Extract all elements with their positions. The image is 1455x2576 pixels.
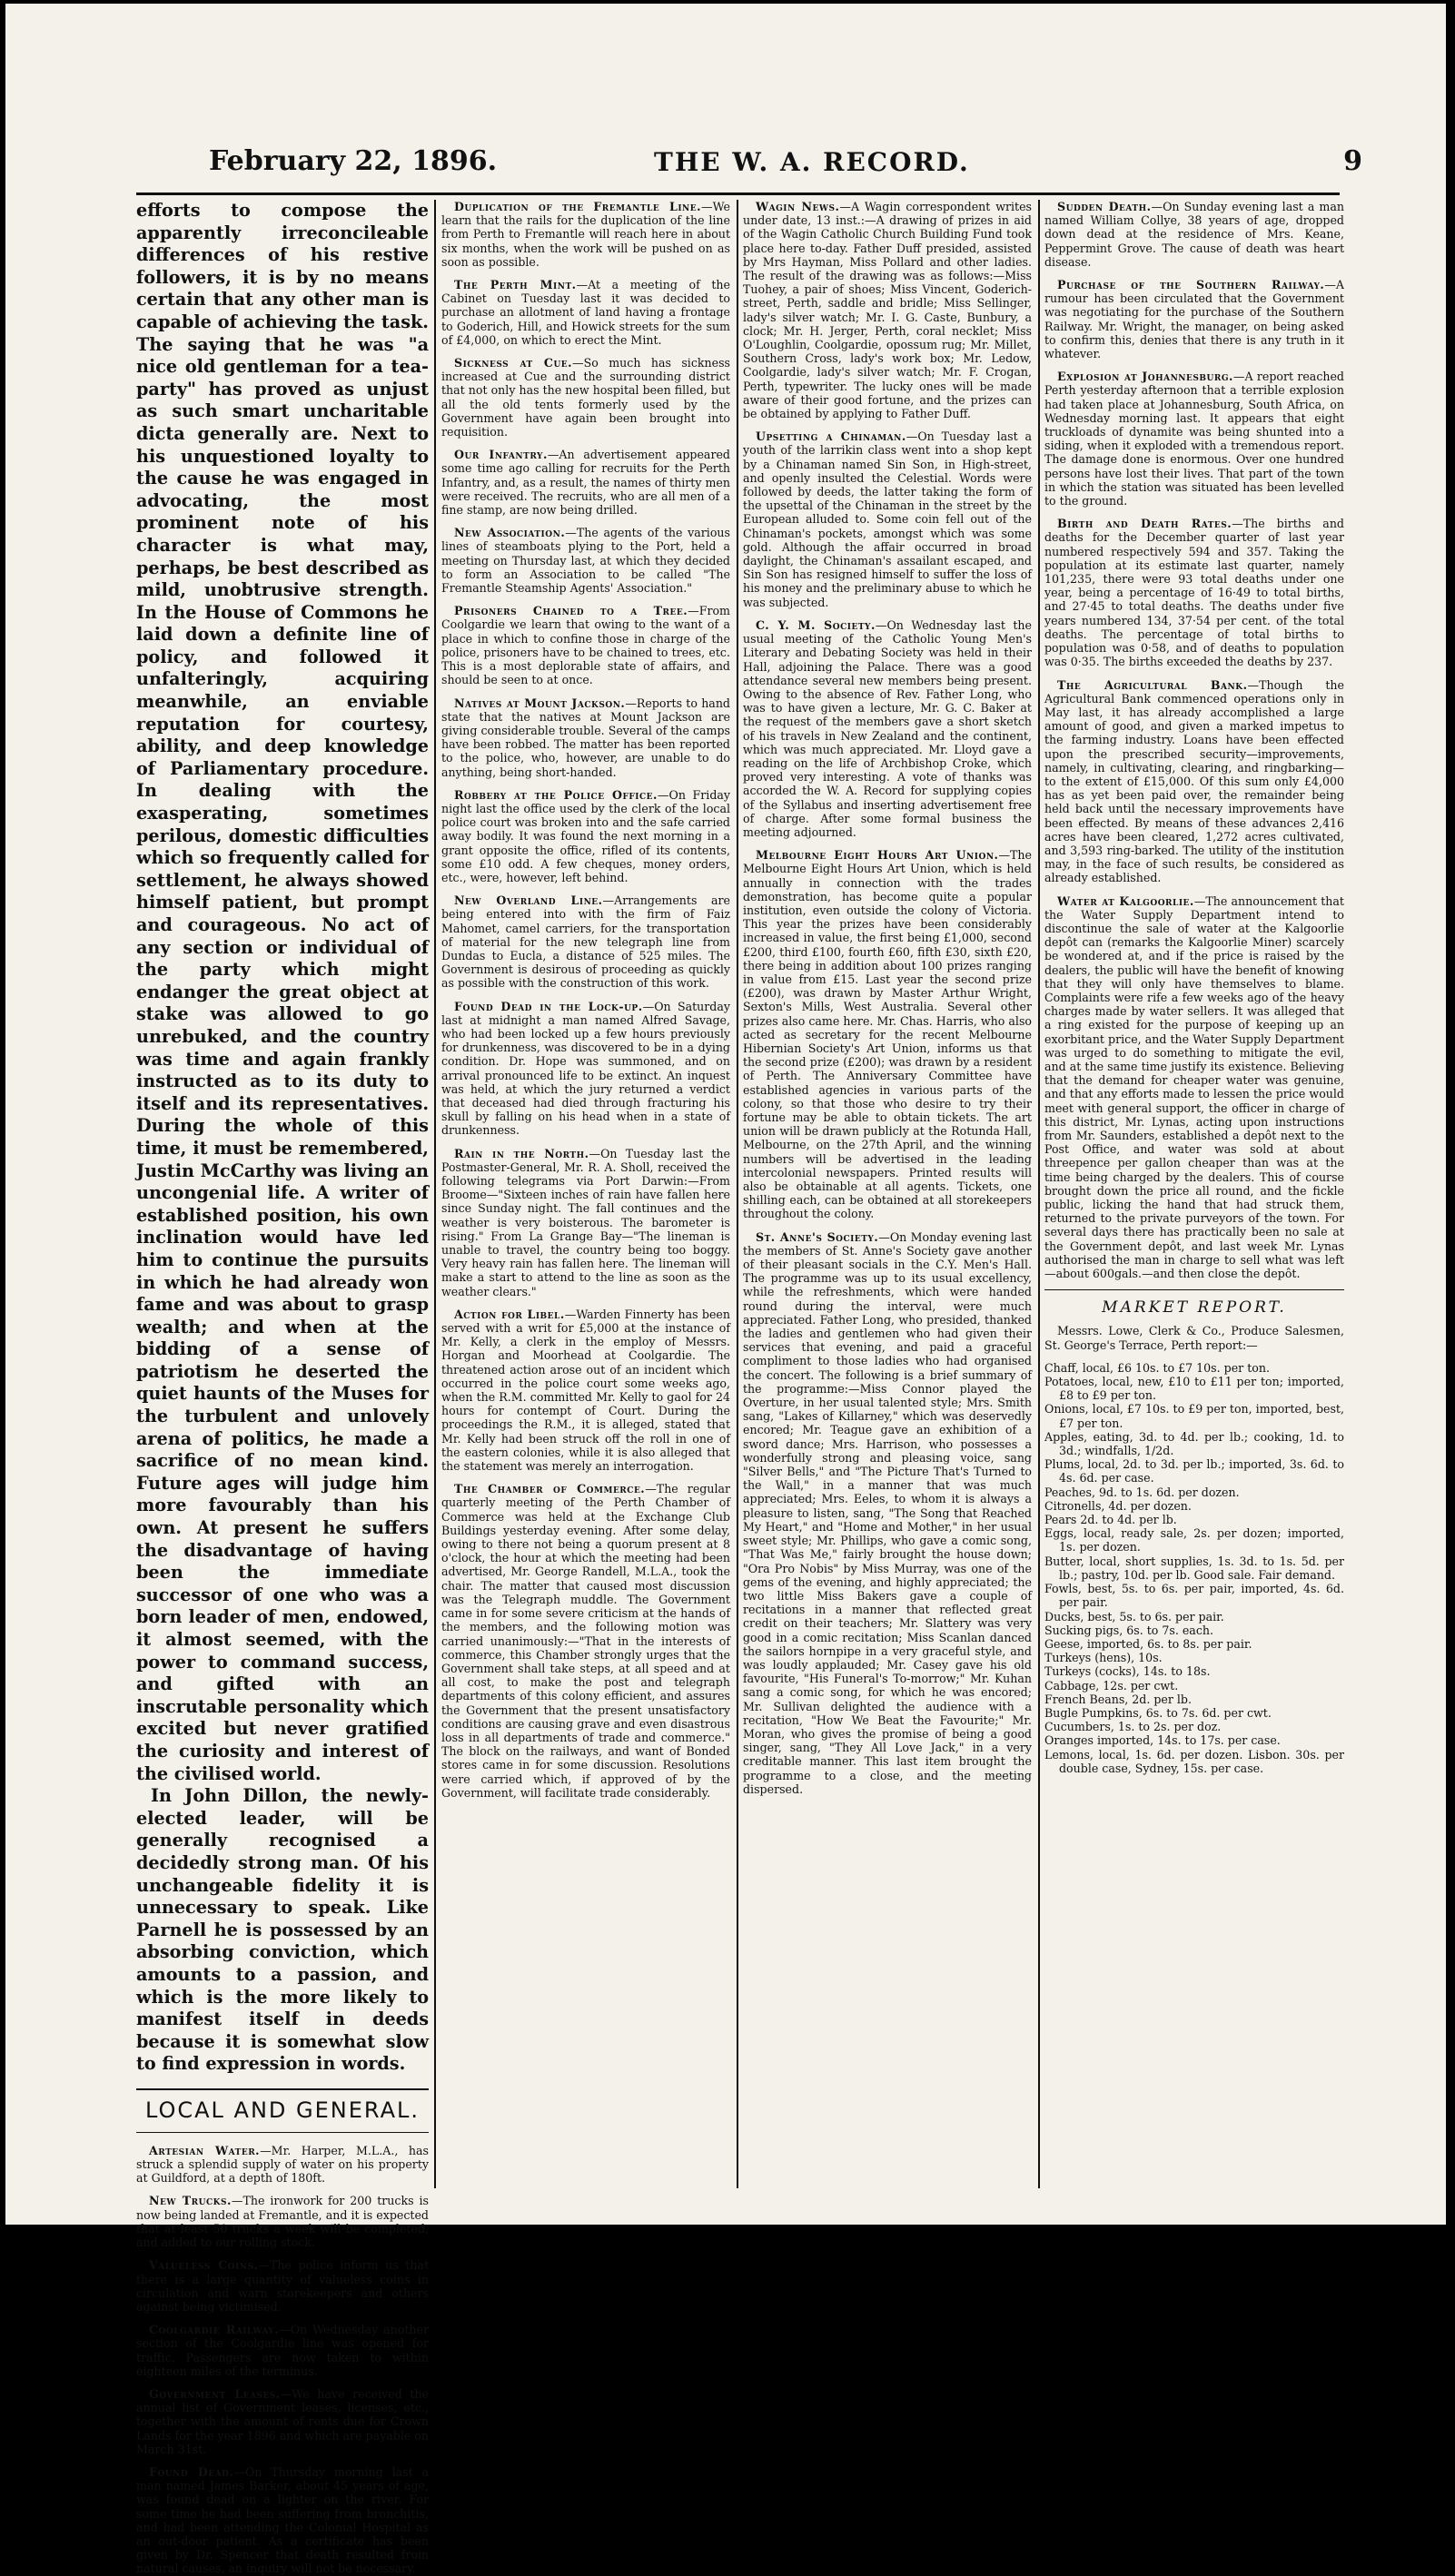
news-item <box>441 788 730 884</box>
column-4 <box>1044 200 1344 2188</box>
news-body: —We have received the annual list of Government leases, licenses, etc., together with the amount of rents due for Crown Lands for the year 1896 and which are payable on March 31st. <box>136 2386 429 2456</box>
market-price-line: Fowls, best, 5s. to 6s. per pair, imported, 4s. 6d. per pair. <box>1044 1582 1344 1610</box>
news-heading: Artesian Water. <box>149 2143 261 2157</box>
news-heading: Birth and Death Rates. <box>1057 517 1232 531</box>
market-price-line: Lemons, local, 1s. 6d. per dozen. Lisbon. 30s. per double case, Sydney, 15s. per case. <box>1044 1747 1344 1775</box>
news-item <box>1044 278 1344 360</box>
news-heading: Water at Kalgoorlie. <box>1057 893 1194 908</box>
market-price-line: Citronells, 4d. per dozen. <box>1044 1498 1192 1513</box>
news-body: —On Wednesday last the usual meeting of the Catholic Young Men's Literary and Debating Society was held in their Hall, adjoining the Palace. There was a good attendance several new members being present. Owing to the absence of Rev. Father Long, who was to have given a lecture, Mr. G. C. Baker at the request of the members gave a short sketch of his travels in New Zealand and the continent, which was much appreciated. Mr. Lloyd gave a reading on the life of Archbishop Croke, which proved very interesting. A vote of thanks was accorded the W. A. Record for supplying copies of the Syllabus and inserting advertisement free of charge. After some formal business the meeting adjourned. <box>743 617 1032 839</box>
news-heading: Sudden Death. <box>1057 200 1152 213</box>
market-price-line: French Beans, 2d. per lb. <box>1044 1692 1192 1706</box>
news-item <box>441 696 730 779</box>
news-body: —On Tuesday last a youth of the larrikin class went into a shop kept by a Chinaman named Sin Son, in High-street, and openly insulted the Celestial. Words were followed by deeds, the latter taking the form of the upsettal of the Chinaman in the street by the European alluded to. Some coin fell out of the Chinaman's pockets, amongst which was some gold. Although the affair occurred in broad daylight, the Chinaman's assailant escaped, and Sin Son has resigned himself to suffer the loss of his money and the preliminary abuse to which he was subjected. <box>743 429 1032 609</box>
news-body: —On Friday night last the office used by the clerk of the local police court was broken into and the safe carried away bodily. It was found the next morning in a grant opposite the office, rifled of its contents, some £10 odd. A few cheques, money orders, etc., were, however, left behind. <box>441 787 731 884</box>
market-price-line: Pears 2d. to 4d. per lb. <box>1044 1513 1177 1527</box>
page-number: 9 <box>1343 145 1362 177</box>
news-body: —At a meeting of the Cabinet on Tuesday last it was decided to purchase an allotment of land having a frontage to Goderich, Hill, and Howick streets for the sum of £4,000, on which to erect the Mint. <box>441 278 730 347</box>
news-heading: Sickness at Cue. <box>454 356 573 370</box>
news-heading: St. Anne's Society. <box>756 1229 879 1244</box>
news-body: —Though the Agricultural Bank commenced operations only in May last, it has already accomplished a large amount of good, and given a marked impetus to the farming industry. Loans have been effected upon the prescribed security—improvements, namely, in cultivating, clearing, and ringbarking—to the extent of £15,000. Of this sum only £4,000 has as yet been paid over, the remainder being held back until the necessary improvements have been effected. By means of these advances 2,416 acres have been cleared, 1,272 acres cultivated, and 3,593 ring-barked. The utility of the institution may, in the face of such results, be considered as already established. <box>1044 677 1344 885</box>
news-item <box>441 448 730 517</box>
news-item <box>743 1230 1032 1796</box>
news-item <box>136 2323 429 2378</box>
masthead: THE W. A. RECORD. <box>654 147 970 177</box>
leader-paragraph: In John Dillon, the newly-elected leader, will be generally recognised a decidedly strong man. Of his unchangeable fidelity it is unnecessary to speak. Like Parnell he is possessed by an absorbing conviction, which amounts to a passion, and which is the more likely to manifest itself in deeds because it is somewhat slow to find expression in words. <box>136 1785 429 2075</box>
news-item <box>1044 517 1344 668</box>
news-heading: The Perth Mint. <box>454 278 577 292</box>
market-price-line: Sucking pigs, 6s. to 7s. each. <box>1044 1623 1213 1637</box>
news-heading: The Agricultural Bank. <box>1057 677 1248 692</box>
news-body: —On Wednesday another section of the Coolgardie line was opened for traffic. Passengers are now taken to within eighteen miles of the terminus. <box>136 2323 429 2378</box>
news-item <box>136 2465 429 2576</box>
news-body: —The births and deaths for the December quarter of last year numbered respectively 594 and 357. Taking the population at its estimate last quarter, namely 101,235, there were 93 total deaths under one year, being a percentage of 16·49 to total births, and 27·45 to total deaths. The deaths under five years numbered 134, 37·54 per cent. of the total deaths. The percentage of total births to population was 0·58, and of deaths to population was 0·35. The births exceeded the deaths by 237. <box>1044 517 1344 669</box>
news-item <box>441 1147 730 1298</box>
news-item <box>136 2194 429 2249</box>
market-price-line: Turkeys (hens), 10s. <box>1044 1651 1163 1665</box>
header-rule <box>136 192 1340 195</box>
news-body: —An advertisement appeared some time ago calling for recruits for the Perth Infantry, and, as a result, the names of thirty men were received. The recruits, who are all men of a fine stamp, are now being drilled. <box>441 448 730 518</box>
market-price-line: Onions, local, £7 10s. to £9 per ton, imported, best, £7 per ton. <box>1044 1402 1344 1430</box>
news-item <box>136 2144 429 2186</box>
news-item <box>441 526 730 595</box>
market-price-line: Eggs, local, ready sale, 2s. per dozen; imported, 1s. per dozen. <box>1044 1526 1344 1554</box>
news-item <box>441 1000 730 1138</box>
news-item <box>441 1308 730 1473</box>
news-item <box>1044 894 1344 1281</box>
news-body: —On Thursday morning last a man named James Barker, about 45 years of age, was found dead on a lighter on the river. For some time he had been suffering from bronchitis, and had been attending the Colonial Hospital as an out-door patient. As a certificate has been given by Dr. Spencer that death resulted from natural causes, an inquiry will not be necessary. <box>136 2464 430 2576</box>
news-body: —Mr. Harper, M.L.A., has struck a splendid supply of water on his property at Guildford, at a depth of 180ft. <box>136 2143 429 2186</box>
news-heading: Melbourne Eight Hours Art Union. <box>756 848 999 863</box>
news-body: —On Saturday last at midnight a man named Alfred Savage, who had been locked up a few hours previously for drunkenness, was discovered to be in a dying condition. Dr. Hope was summoned, and on arrival pronounced life to be extinct. An inquest was held, at which the jury returned a verdict that deceased had died through fracturing his skull by falling on his head when in a state of drunkenness. <box>441 999 730 1138</box>
news-body: —Reports to hand state that the natives at Mount Jackson are giving considerable trouble. Several of the camps have been robbed. The matter has been reported to the police, who, however, are unable to do anything, being short-handed. <box>441 696 730 779</box>
news-heading: Duplication of the Fremantle Line. <box>454 200 702 213</box>
news-item <box>1044 200 1344 269</box>
news-body: —The announcement that the Water Supply Department intend to discontinue the sale of water at the Kalgoorlie depôt can (remarks the Kalgoorlie Miner) scarcely be wondered at, and if the price is raised by the dealers, the public will have the benefit of knowing that they will only have themselves to blame. Complaints were rife a few weeks ago of the heavy charges made by water sellers. It was alleged that a ring existed for the purpose of keeping up an exorbitant price, and the Water Supply Department was urged to do something to mitigate the evil, and at the same time justify its existence. Believing that the demand for cheaper water was genuine, and that any efforts made to lessen the price would meet with general support, the officer in charge of this district, Mr. Lynas, acting upon instructions from Mr. Saunders, established a depôt next to the Post Office, and water was sold at about threepence per gallon cheaper than was at the time being charged by the dealers. This of course brought down the price all round, and the fickle public, licking the hand that had struck them, returned to the private purveyors of the town. For several days there has practically been no sale at the Government depôt, and last week Mr. Lynas authorised the man in charge to sell what was left—about 600gals.—and then close the depôt. <box>1044 893 1344 1281</box>
column-divider <box>1038 200 1040 2188</box>
news-item <box>441 278 730 347</box>
news-heading: Upsetting a Chinaman. <box>756 429 906 444</box>
market-price-line: Chaff, local, £6 10s. to £7 10s. per ton. <box>1044 1360 1270 1375</box>
news-body: —A report reached Perth yesterday afternoon that a terrible explosion had taken place at Johannesburg, South Africa, on Wednesday morning last. It appears that eight truckloads of dynamite was being shunted into a siding, when it exploded with a tremendous report. The damage done is enormous. Over one hundred persons have lost their lives. That part of the town in which the station was situated has been levelled to the ground. <box>1044 370 1344 508</box>
news-item <box>441 200 730 269</box>
news-item <box>441 356 730 439</box>
section-title: LOCAL AND GENERAL. <box>144 2097 421 2123</box>
news-body: —On Tuesday last the Postmaster-General, Mr. R. A. Sholl, received the following telegrams via Port Darwin:—From Broome—"Sixteen inches of rain have fallen here since Sunday night. The fall continues and the weather is very boisterous. The barometer is rising." From La Grange Bay—"The lineman is unable to travel, the country being too boggy. Very heavy rain has fallen here. The lineman will make a start to attend to the line as soon as the weather clears." <box>441 1146 730 1298</box>
news-body: —A Wagin correspondent writes under date, 13 inst.:—A drawing of prizes in aid of the Wagin Catholic Church Building Fund took place here to-day. Father Duff presided, assisted by Mrs Hayman, Miss Pollard and other ladies. The result of the drawing was as follows:—Miss Tuohey, a pair of shoes; Miss Vincent, Goderich-street, Perth, saddle and bridle; Miss Sellinger, lady's silver watch; Mr. I. G. Caste, Bunbury, a clock; Mr. H. Jerger, Perth, coral necklet; Miss O'Loughlin, Coolgardie, opossum rug; Mr. Millet, Southern Cross, lady's work box; Mr. Ledow, Coolgardie, lady's silver watch; Mr. F. Crogan, Perth, typewriter. The lucky ones will be made aware of their good fortune, and the prizes can be obtained by applying to Father Duff. <box>743 200 1033 421</box>
market-price-line: Bugle Pumpkins, 6s. to 7s. 6d. per cwt. <box>1044 1705 1272 1720</box>
news-heading: Found Dead in the Lock-up. <box>454 999 643 1013</box>
news-body: —Warden Finnerty has been served with a writ for £5,000 at the instance of Mr. Kelly, a clerk in the employ of Messrs. Horgan and Moorhead at Coolgardie. The threatened action arose out of an incident which occurred in the police court some weeks ago, when the R.M. committed Mr. Kelly to gaol for 24 hours for contempt of Court. During the proceedings the R.M., it is alleged, stated that Mr. Kelly had been struck off the roll in one of the eastern colonies, while it is also alleged that the statement was merely an interrogation. <box>441 1307 730 1474</box>
issue-date: February 22, 1896. <box>209 145 498 177</box>
leader-article <box>136 200 429 2076</box>
market-price-line: Plums, local, 2d. to 3d. per lb.; imported, 3s. 6d. to 4s. 6d. per case. <box>1044 1457 1344 1485</box>
news-body: —On Sunday evening last a man named William Collye, 38 years of age, dropped down dead at the residence of Mrs. Keane, Peppermint Grove. The cause of death was heart disease. <box>1044 200 1344 269</box>
news-item <box>1044 370 1344 508</box>
news-body: —So much has sickness increased at Cue and the surrounding district that not only has the new hospital been filled, but all the old tents formerly used by the Government have again been brought into requisition. <box>441 356 730 439</box>
news-heading: Valueless Coins. <box>149 2258 259 2273</box>
news-item <box>743 848 1032 1220</box>
news-body: —The Melbourne Eight Hours Art Union, which is held annually in connection with the trades demonstration, has become quite a popular institution, even outside the colony of Victoria. This year the prizes have been considerably increased in value, the first being £1,000, second £200, third £100, fourth £60, fifth £30, sixth £20, there being in addition about 100 prizes ranging in value from £15. Last year the second prize (£200), was drawn by Master Arthur Wright, Sexton's Mills, West Australia. Several other prizes also came here. Mr. Chas. Harris, who also acted as secretary for the recent Melbourne Hibernian Society's Art Union, informs us that the second prize (£200); was drawn by a resident of Perth. The Anniversary Committee have established agencies in various parts of the colony, so that those who desire to try their fortune may be able to obtain tickets. The art union will be drawn publicly at the Rotunda Hall, Melbourne, on the 27th April, and the winning numbers will be advertised in the leading intercolonial newspapers. Printed results will also be obtainable at all agents. Tickets, one shilling each, can be obtained at all storekeepers throughout the colony. <box>743 848 1032 1221</box>
news-body: —A rumour has been circulated that the Government was negotiating for the purchase of the Southern Railway. Mr. Wright, the manager, on being asked to confirm this, denies that there is any truth in it whatever. <box>1044 278 1344 361</box>
news-heading: Found Dead. <box>149 2464 234 2479</box>
market-price-line: Apples, eating, 3d. to 4d. per lb.; cooking, 1d. to 3d.; windfalls, 1/2d. <box>1044 1429 1344 1458</box>
news-body: —From Coolgardie we learn that owing to the want of a place in which to confine those in charge of the police, prisoners have to be chained to trees, etc. This is a most deplorable state of affairs, and should be seen to at once. <box>441 604 730 687</box>
news-heading: The Chamber of Commerce. <box>454 1482 646 1496</box>
news-heading: Explosion at Johannesburg. <box>1057 370 1233 384</box>
news-heading: Action for Libel. <box>454 1307 565 1321</box>
news-body: —The police inform us that there is a large quantity of valueless coins in circulation and warn storekeepers and others against being victimised. <box>136 2258 430 2314</box>
news-heading: Our Infantry. <box>454 448 548 462</box>
news-item <box>441 1482 730 1800</box>
market-price-line: Potatoes, local, new, £10 to £11 per ton; imported, £8 to £9 per ton. <box>1044 1375 1344 1403</box>
section-underline <box>136 2132 429 2133</box>
news-item <box>136 2387 429 2456</box>
column-1 <box>136 200 430 2576</box>
news-item <box>743 429 1032 609</box>
column-2 <box>441 200 730 2188</box>
page-header <box>136 145 1371 185</box>
section-rule <box>136 2088 429 2090</box>
market-price-line: Oranges imported, 14s. to 17s. per case. <box>1044 1733 1281 1748</box>
market-price-line: Geese, imported, 6s. to 8s. per pair. <box>1044 1636 1252 1651</box>
news-heading: Purchase of the Southern Railway. <box>1057 278 1325 292</box>
news-item <box>743 200 1032 420</box>
news-body: —The agents of the various lines of steamboats plying to the Port, held a meeting on Thursday last, at which they decided to form an Association to be called "The Fremantle Steamship Agents' Association." <box>441 526 730 596</box>
news-heading: Rain in the North. <box>454 1146 589 1160</box>
news-heading: C. Y. M. Society. <box>756 617 876 632</box>
market-price-line: Cucumbers, 1s. to 2s. per doz. <box>1044 1720 1222 1734</box>
news-heading: Natives at Mount Jackson. <box>454 696 626 710</box>
column-divider <box>737 200 738 2188</box>
news-body: —Arrangements are being entered into with the firm of Faiz Mahomet, camel carriers, for the transportation of material for the new telegraph line from Dundas to Eucla, a distance of 525 miles. The Government is desirous of proceeding as quickly as possible with the construction of this work. <box>441 893 730 991</box>
market-price-line: Butter, local, short supplies, 1s. 3d. to 1s. 5d. per lb.; pastry, 10d. per lb. Good sale. Fair demand. <box>1044 1554 1344 1582</box>
news-heading: Wagin News. <box>756 200 840 213</box>
news-heading: Prisoners Chained to a Tree. <box>454 604 688 618</box>
news-body: —We learn that the rails for the duplication of the line from Perth to Fremantle will reach here in about six months, when the work will be pushed on as soon as possible. <box>441 200 730 269</box>
market-price-line: Ducks, best, 5s. to 6s. per pair. <box>1044 1609 1224 1624</box>
leader-paragraph: efforts to compose the apparently irreconcileable differences of his restive followers, it is by no means certain that any other man is capable of achieving the task. The saying that he was "a nice old gentleman for a tea-party" has proved as unjust as such smart uncharitable dicta generally are. Next to his unquestioned loyalty to the cause he was engaged in advocating, the most prominent note of his character is what may, perhaps, be best described as mild, unobtrusive strength. In the House of Commons he laid down a definite line of policy, and followed it unfalteringly, acquiring meanwhile, an enviable reputation for courtesy, ability, and deep knowledge of Parliamentary procedure. In dealing with the exasperating, sometimes perilous, domestic difficulties which so frequently called for settlement, he always showed himself patient, but prompt and courageous. No act of any section or individual of the party which might endanger the great object at stake was allowed to go unrebuked, and the country was time and again frankly instructed as to its duty to itself and its representatives. During the whole of this time, it must be remembered, Justin McCarthy was living an uncongenial life. A writer of established position, his own inclination would have led him to continue the pursuits in which he had already won fame and was about to grasp wealth; and when at the bidding of a sense of patriotism he deserted the quiet haunts of the Muses for the turbulent and unlovely arena of politics, he made a sacrifice of no mean kind. Future ages will judge him more favourably than his own. At present he suffers the disadvantage of having been the immediate successor of one who was a born leader of men, endowed, it almost seemed, with the power to command success, and gifted with an inscrutable personality which excited but never gratified the curiosity and interest of the civilised world. <box>136 200 429 1784</box>
news-heading: New Trucks. <box>149 2194 232 2208</box>
market-price-line: Cabbage, 12s. per cwt. <box>1044 1678 1179 1693</box>
column-divider <box>434 200 436 2188</box>
news-item <box>136 2258 429 2314</box>
market-price-line: Peaches, 9d. to 1s. 6d. per dozen. <box>1044 1485 1240 1499</box>
market-intro: Messrs. Lowe, Clerk & Co., Produce Salesmen, St. George's Terrace, Perth report:— <box>1044 1324 1344 1352</box>
news-heading: Robbery at the Police Office. <box>454 787 658 802</box>
news-body: —The ironwork for 200 trucks is now being landed at Fremantle, and it is expected that at least 50 trucks a week will be completed, and added to our rolling stock. <box>136 2194 429 2250</box>
news-body: —On Monday evening last the members of St. Anne's Society gave another of their pleasant socials in the C.Y. Men's Hall. The programme was up to its usual excellency, while the refreshments, which were handed round during the interval, were much appreciated. Father Long, who presided, thanked the ladies and gentlemen who had given their services that evening, and paid a graceful compliment to those ladies who had organised the concert. The following is a brief summary of the programme:—Miss Connor played the Overture, in her usual talented style; Mrs. Smith sang, "Lakes of Killarney," which was deservedly encored; Mr. Teague gave an exhibition of a sword dance; Mrs. Harrison, who possesses a wonderfully strong and pleasing voice, sang "Silver Bells," and "The Picture That's Turned to the Wall," in a manner that was much appreciated; Mrs. Eeles, to whom it is always a pleasure to listen, sang, "The Song that Reached My Heart," and "Home and Mother," in her usual sweet style; Mr. Phillips, who gave a comic song, "That Was Me," fairly brought the house down; "Ora Pro Nobis" by Miss Murray, was one of the gems of the evening, and highly appreciated; the two little Miss Bakers gave a couple of recitations in a manner that reflected great credit on their teachers; Mr. Slattery was very good in a comic recitation; Miss Scanlan danced the sailors hornpipe in a very graceful style, and was loudly applauded; Mr. Casey gave his old favourite, "His Funeral's To-morrow;" Mr. Kuhan sang a comic song, for which he was encored; Mr. Sullivan delighted the audience with a recitation, "How We Beat the Favourite;" Mr. Moran, who gives the promise of being a good singer, sang, "They All Love Jack," in a very creditable manner. This last item brought the programme to a close, and the meeting dispersed. <box>743 1229 1032 1796</box>
news-heading: Coolgardie Railway. <box>149 2323 280 2337</box>
news-heading: Government Leases. <box>149 2386 281 2401</box>
column-3 <box>743 200 1032 2188</box>
news-item <box>1044 678 1344 885</box>
news-item <box>441 893 730 990</box>
market-price-list <box>1044 1361 1344 1775</box>
news-heading: New Overland Line. <box>454 893 603 908</box>
news-item <box>743 618 1032 839</box>
news-body: —The regular quarterly meeting of the Perth Chamber of Commerce was held at the Exchange Club Buildings yesterday evening. After some delay, owing to there not being a quorum present at 8 o'clock, the hour at which the meeting had been advertised, Mr. George Randell, M.L.A., took the chair. The matter that caused most discussion was the Telegraph muddle. The Government came in for some severe criticism at the hands of the members, and the following motion was carried unanimously:—"That in the interests of commerce, this Chamber strongly urges that the Government shall take steps, at all speed and at all cost, to make the post and telegraph departments of this colony efficient, and assures the Government that the present unsatisfactory conditions are causing grave and even disastrous loss in all departments of trade and commerce." The block on the railways, and want of Bonded stores came in for some discussion. Resolutions were carried which, if approved of by the Government, will facilitate trade considerably. <box>441 1482 731 1800</box>
market-rule <box>1044 1289 1344 1290</box>
market-report-title: MARKET REPORT. <box>1102 1298 1287 1318</box>
news-heading: New Association. <box>454 526 566 540</box>
local-news-list <box>136 2144 429 2576</box>
news-item <box>441 604 730 686</box>
market-price-line: Turkeys (cocks), 14s. to 18s. <box>1044 1664 1211 1679</box>
